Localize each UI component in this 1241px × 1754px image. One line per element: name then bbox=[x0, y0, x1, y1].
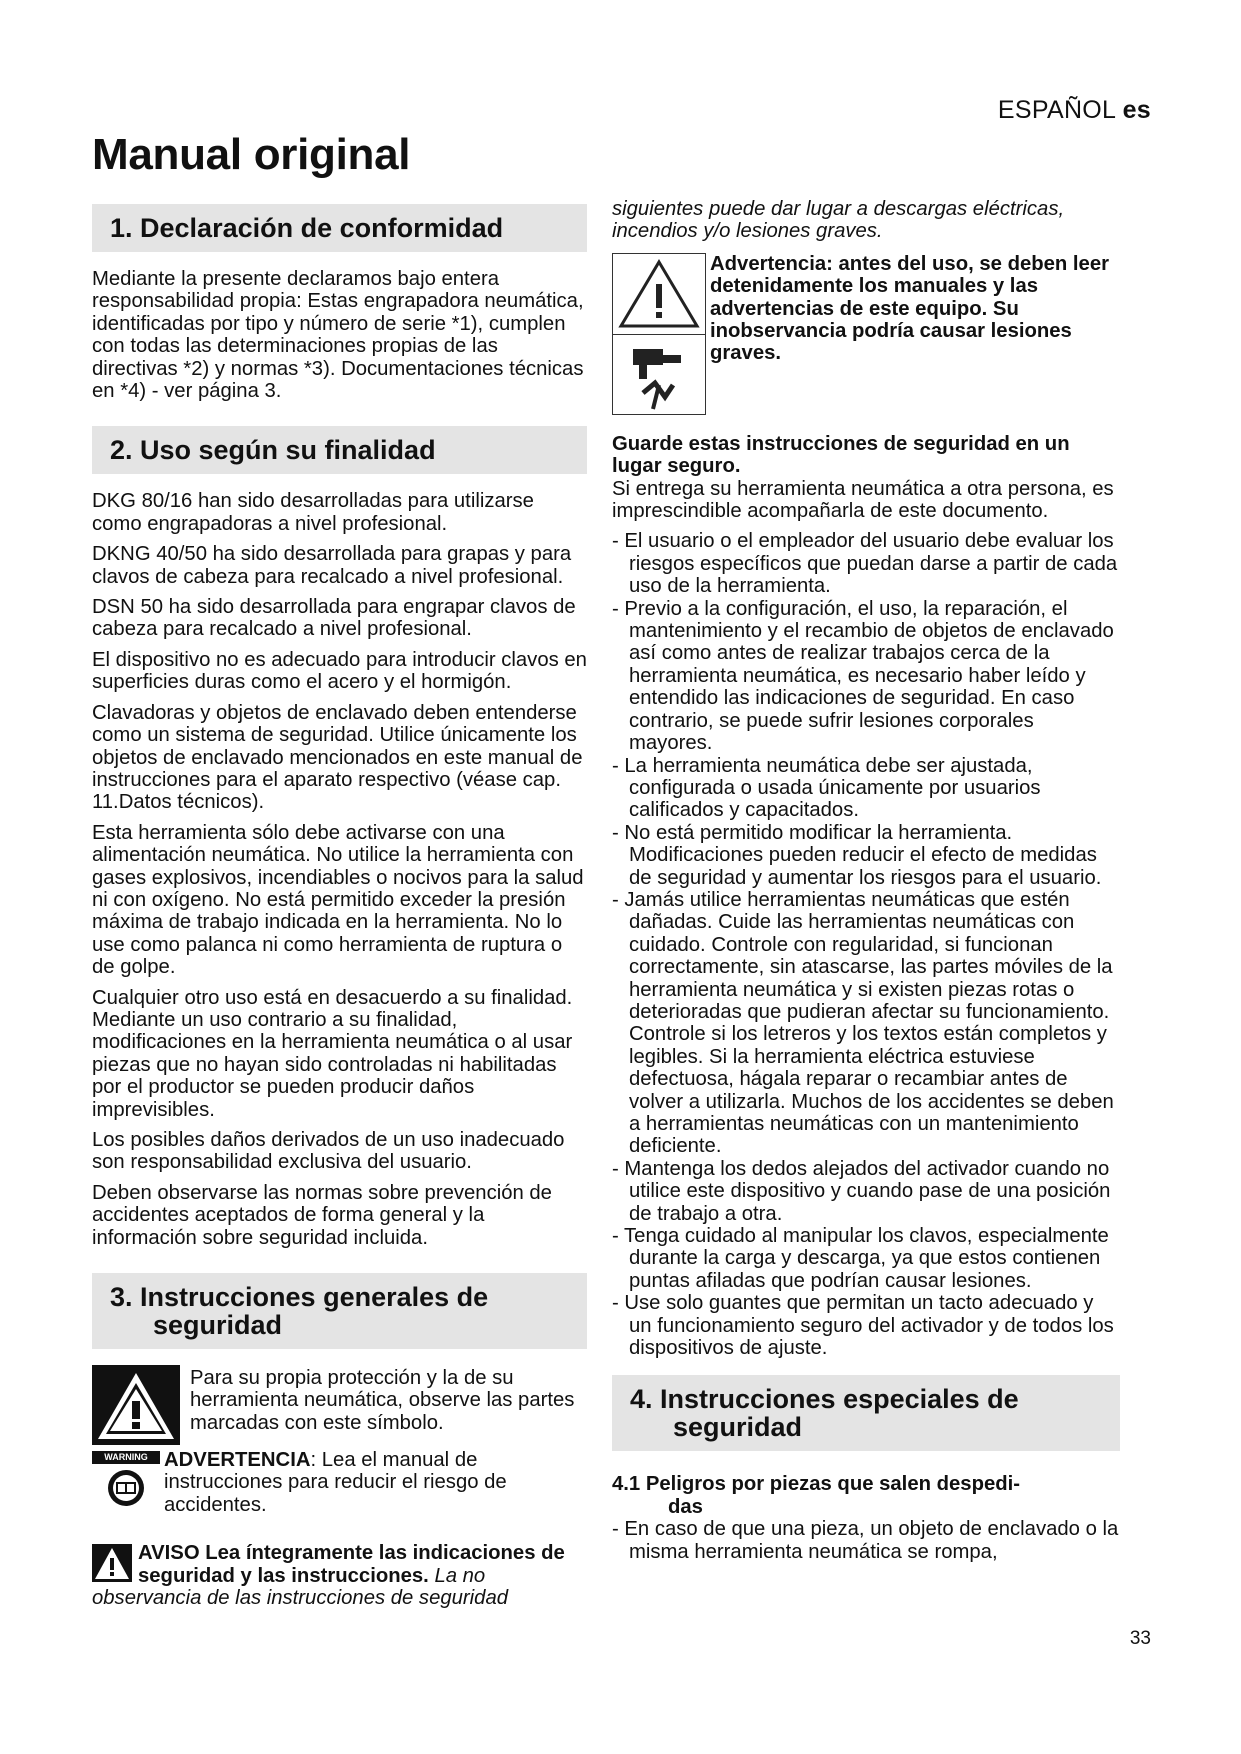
section-4-heading: 4. Instrucciones especiales de seguridad bbox=[612, 1375, 1120, 1451]
section-4-1-heading: 4.1 Peligros por piezas que salen despedi- das bbox=[612, 1473, 1021, 1518]
list-item: - No está permitido modificar la herramienta. Modificaciones pueden reducir el efecto de medidas de seguridad y aumentar los riesgos para el usuario. bbox=[612, 821, 1102, 889]
read-manual-icon: WARNING bbox=[92, 1451, 160, 1513]
page-title: Manual original bbox=[92, 130, 411, 179]
section-2-paragraph: Cualquier otro uso está en desacuerdo a su finalidad. Mediante un uso contrario a su finalidad, modificaciones en la herramienta neumática o al usar piezas que no hayan sido controladas ni habilitadas por el productor se pueden producir daños imprevisibles. bbox=[92, 986, 573, 1121]
list-item: - Tenga cuidado al manipular los clavos, especialmente durante la carga y descarga, ya que estos contienen puntas afiladas que podrían causar lesiones. bbox=[612, 1225, 1109, 1292]
pictogram-box bbox=[612, 253, 706, 415]
list-item: - El usuario o el empleador del usuario debe evaluar los riesgos específicos que puedan darse a partir de cada uso de la herramienta. bbox=[612, 530, 1118, 598]
section-2-paragraph: Esta herramienta sólo debe activarse con una alimentación neumática. No utilice la herramienta con gases explosivos, incendiables o nocivos para la salud ni con oxígeno. No está permitido exceder la presión máxima de trabajo indicada en la herramienta. No lo use como palanca ni como herramienta de ruptura o de golpe. bbox=[92, 821, 584, 979]
advertencia-text: ADVERTENCIA: Lea el manual de instrucciones para reducir el riesgo de accidentes. bbox=[164, 1449, 507, 1516]
list-item: - Mantenga los dedos alejados del activador cuando no utilice este dispositivo y cuando pase de una posición de trabajo a otra. bbox=[612, 1157, 1111, 1225]
list-item: - En caso de que una pieza, un objeto de enclavado o la misma herramienta neumática se rompa, bbox=[612, 1518, 1119, 1563]
warning-triangle-icon bbox=[613, 254, 705, 334]
aviso-note: AVISO Lea íntegramente las indicaciones de seguridad y las instrucciones. La no observancia de las instrucciones de seguridad bbox=[92, 1542, 565, 1610]
section-2-paragraph: DKNG 40/50 ha sido desarrollada para grapas y para clavos de cabeza para recalcado a nivel profesional. bbox=[92, 543, 572, 588]
safety-symbol-text: Para su propia protección y la de su herramienta neumática, observe las partes marcadas con este símbolo. bbox=[190, 1367, 575, 1434]
section-2-paragraph: DKG 80/16 han sido desarrolladas para utilizarse como engrapadoras a nivel profesional. bbox=[92, 490, 534, 535]
list-item: - Use solo guantes que permitan un tacto adecuado y un funcionamiento seguro del activador y de todos los dispositivos de ajuste. bbox=[612, 1292, 1114, 1360]
list-item: - Jamás utilice herramientas neumáticas que estén dañadas. Cuide las herramientas neumáticas con cuidado. Controle con regularidad, si funcionan correctamente, sin atascarse, las partes móviles de la herramienta neumática y si existen piezas rotas o deterioradas que pudieran afectar su funcionamiento. Controle si los letreros y los textos están completos y legibles. Si la herramienta eléctrica estuviese defectuosa, hágala reparar o recambiar antes de volver a utilizarla. Muchos de los accidentes se deben a herramientas neumáticas con un mantenimiento deficiente. bbox=[612, 888, 1114, 1158]
safety-list bbox=[612, 530, 1120, 1359]
warning-triangle-icon bbox=[92, 1544, 132, 1582]
section-1-heading: 1. Declaración de conformidad bbox=[92, 204, 587, 252]
advertencia-note bbox=[92, 1449, 587, 1516]
right-column bbox=[612, 198, 1120, 1563]
aviso-continuation: siguientes puede dar lugar a descargas eléctricas, incendios y/o lesiones graves. bbox=[612, 198, 1065, 243]
section-2-paragraph: Clavadoras y objetos de enclavado deben entenderse como un sistema de seguridad. Utilice únicamente los objetos de enclavado mencionados en este manual de instrucciones para el aparato respectivo (véase cap. 11.Datos técnicos). bbox=[92, 701, 583, 814]
pictogram-warning bbox=[612, 253, 1120, 415]
left-column bbox=[92, 204, 587, 1609]
warning-triangle-icon bbox=[92, 1365, 180, 1445]
safety-symbol-note bbox=[92, 1365, 587, 1445]
section-1-text: Mediante la presente declaramos bajo entera responsabilidad propia: Estas engrapadora neumática, identificadas por tipo y número de serie *1), cumplen con todas las determinaciones propias de las directivas *2) y normas *3). Documentaciones técnicas en *4) - ver página 3. bbox=[92, 268, 584, 403]
section-2-paragraph: Deben observarse las normas sobre prevención de accidentes aceptados de forma general y la información sobre seguridad incluida. bbox=[92, 1181, 552, 1249]
list-item: - La herramienta neumática debe ser ajustada, configurada o usada únicamente por usuarios calificados y capacitados. bbox=[612, 754, 1041, 822]
language-label: ESPAÑOL es bbox=[997, 96, 1151, 124]
section-2-heading: 2. Uso según su finalidad bbox=[92, 426, 587, 474]
pictogram-warning-text: Advertencia: antes del uso, se deben leer detenidamente los manuales y las advertencias de este equipo. Su inobservancia podría causar lesiones graves. bbox=[710, 252, 1110, 365]
section-2-paragraph: Los posibles daños derivados de un uso inadecuado son responsabilidad exclusiva del usuario. bbox=[92, 1129, 565, 1174]
section-2-paragraph: El dispositivo no es adecuado para introducir clavos en superficies duras como el acero y el hormigón. bbox=[92, 648, 587, 694]
section-3-heading: 3. Instrucciones generales de seguridad bbox=[92, 1273, 587, 1349]
keep-instructions: Guarde estas instrucciones de seguridad en un lugar seguro. Si entrega su herramienta neumática a otra persona, es imprescindible acompañarla de este documento. bbox=[612, 432, 1114, 523]
nailer-hazard-icon bbox=[613, 334, 705, 415]
section-2-paragraph: DSN 50 ha sido desarrollada para engrapar clavos de cabeza para recalcado a nivel profesional. bbox=[92, 596, 576, 641]
page-number: 33 bbox=[1129, 1628, 1151, 1649]
list-item: - Previo a la configuración, el uso, la reparación, el mantenimiento y el recambio de objetos de enclavado así como antes de realizar trabajos cerca de la herramienta neumática, es necesario haber leído y entendido las indicaciones de seguridad. En caso contrario, se puede sufrir lesiones corporales mayores. bbox=[612, 597, 1114, 755]
